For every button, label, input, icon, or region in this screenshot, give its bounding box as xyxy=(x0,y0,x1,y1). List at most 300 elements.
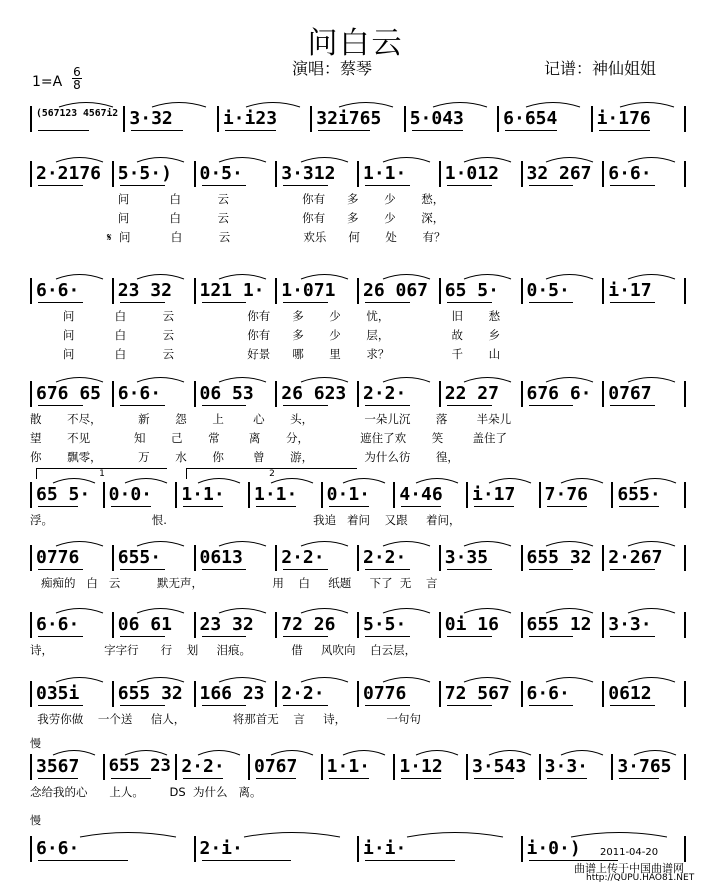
slur-path xyxy=(301,275,348,280)
slur-mark xyxy=(55,673,104,683)
barline xyxy=(30,278,32,304)
first-ending: 1 xyxy=(36,468,167,479)
measure: i·17 xyxy=(472,484,516,505)
slur-path xyxy=(53,751,95,756)
slur-mark xyxy=(545,673,594,683)
footer-url: http://QUPU.HAO81.NET xyxy=(586,873,695,883)
measure: 2·i· xyxy=(199,838,243,859)
slur-path xyxy=(546,678,593,683)
measure: 6·6· xyxy=(117,383,162,404)
barline xyxy=(112,381,114,407)
slur-mark xyxy=(415,474,459,484)
lyric-line: 浮。 恨. 我追 着问 又跟 着问， xyxy=(30,513,461,527)
slur-path xyxy=(571,833,667,838)
slur-path xyxy=(301,678,348,683)
beam-line xyxy=(547,506,587,507)
measure: i·i· xyxy=(363,838,407,859)
beam-line xyxy=(365,636,410,637)
lyric-line: 问 白 云 你有 多 少 深， xyxy=(30,211,445,225)
lyric-line: 散 不尽， 新 怨 上 心 头， 一朵儿沉 落 半朵儿 xyxy=(30,412,512,426)
beam-line xyxy=(120,185,165,186)
measure: 655 12 xyxy=(526,614,592,635)
slur-mark xyxy=(342,746,386,756)
measure: 26 623 xyxy=(281,383,347,404)
second-ending: 2 xyxy=(186,468,357,479)
measure: 655 32 xyxy=(117,683,183,704)
lyric-line: 问 白 云 你有 多 少 层， 故 乡 xyxy=(30,328,501,342)
measure: 0613 xyxy=(199,547,243,568)
barline xyxy=(310,106,312,132)
measure: 5·043 xyxy=(409,108,464,129)
beam-line xyxy=(412,130,463,131)
barline xyxy=(404,106,406,132)
slur-path xyxy=(416,479,458,484)
slur-mark xyxy=(55,537,104,547)
barline xyxy=(466,482,468,508)
measure: 0·5· xyxy=(526,280,570,301)
measure: 1·012 xyxy=(444,163,499,184)
barline xyxy=(194,278,196,304)
slur-path xyxy=(628,609,675,614)
footer-date: 2011-04-20 xyxy=(600,847,659,858)
beam-line xyxy=(202,185,247,186)
barline xyxy=(684,545,686,571)
barline xyxy=(611,754,613,780)
staff-row xyxy=(0,280,711,361)
slur-path xyxy=(383,609,430,614)
barline xyxy=(30,681,32,707)
barline xyxy=(217,106,219,132)
beam-line xyxy=(38,506,78,507)
beam-line xyxy=(111,506,151,507)
measure: 65 5· xyxy=(36,484,91,505)
measure: 1·1· xyxy=(363,163,407,184)
slur-path xyxy=(383,378,430,383)
measure: 0612 xyxy=(608,683,652,704)
slur-path xyxy=(53,479,95,484)
slur-mark xyxy=(545,270,594,280)
measure: 32 267 xyxy=(526,163,592,184)
measure: 6·6· xyxy=(526,683,570,704)
measure: 3·765 xyxy=(617,756,672,777)
slur-path xyxy=(343,479,385,484)
slur-path xyxy=(198,751,240,756)
beam-line xyxy=(610,705,655,706)
barline xyxy=(521,612,523,638)
beam-line xyxy=(474,778,514,779)
slur-mark xyxy=(218,604,267,614)
slur-mark xyxy=(55,153,104,163)
barline xyxy=(30,381,32,407)
slur-mark xyxy=(79,828,177,838)
beam-line xyxy=(38,860,128,861)
slur-mark xyxy=(382,373,431,383)
barline xyxy=(248,482,250,508)
measure: 676 65 xyxy=(36,383,102,404)
beam-line xyxy=(38,185,83,186)
barline xyxy=(439,681,441,707)
barline xyxy=(30,161,32,187)
slur-mark xyxy=(382,673,431,683)
slur-path xyxy=(464,378,511,383)
beam-line xyxy=(447,302,492,303)
barline xyxy=(175,482,177,508)
measure: 0776 xyxy=(363,683,407,704)
time-numerator: 6 xyxy=(73,65,81,79)
beam-line xyxy=(283,302,328,303)
slur-mark xyxy=(627,153,676,163)
slur-path xyxy=(59,103,113,108)
barline xyxy=(684,106,686,132)
barline xyxy=(393,754,395,780)
barline xyxy=(521,278,523,304)
barline xyxy=(611,482,613,508)
slur-mark xyxy=(218,153,267,163)
barline xyxy=(439,612,441,638)
beam-line xyxy=(365,302,410,303)
barline xyxy=(275,161,277,187)
measure: 0·5· xyxy=(199,163,243,184)
barline xyxy=(30,612,32,638)
measure: 655· xyxy=(117,547,162,568)
slur-mark xyxy=(570,828,668,838)
barline xyxy=(439,381,441,407)
measure: 676 6· xyxy=(526,383,592,404)
slur-path xyxy=(56,158,103,163)
barline xyxy=(112,545,114,571)
slur-path xyxy=(464,275,511,280)
slur-mark xyxy=(243,828,341,838)
beam-line xyxy=(120,569,165,570)
measure: 0776 xyxy=(36,547,80,568)
measure: 23 32 xyxy=(199,614,254,635)
slur-mark xyxy=(382,270,431,280)
measure: 65 5· xyxy=(444,280,499,301)
barline xyxy=(591,106,593,132)
beam-line xyxy=(256,778,296,779)
slur-mark xyxy=(270,746,314,756)
slur-path xyxy=(620,103,674,108)
slur-mark xyxy=(627,604,676,614)
beam-line xyxy=(619,778,659,779)
beam-line xyxy=(283,636,328,637)
beam-line xyxy=(283,185,328,186)
slur-mark xyxy=(58,98,114,108)
barline xyxy=(194,836,196,862)
measure: 0767 xyxy=(608,383,652,404)
slur-path xyxy=(219,378,266,383)
slur-path xyxy=(464,542,511,547)
barline xyxy=(30,754,32,780)
measure: 06 61 xyxy=(117,614,172,635)
barline xyxy=(602,278,604,304)
beam-line xyxy=(529,569,574,570)
measure: 1·071 xyxy=(281,280,336,301)
slur-mark xyxy=(545,373,594,383)
barline xyxy=(103,754,105,780)
slur-path xyxy=(219,609,266,614)
slur-mark xyxy=(338,98,394,108)
beam-line xyxy=(447,569,492,570)
barline xyxy=(684,681,686,707)
slur-mark xyxy=(560,746,604,756)
beam-line xyxy=(365,569,410,570)
measure: 4·46 xyxy=(399,484,443,505)
staff-row xyxy=(0,683,711,726)
slur-mark xyxy=(55,373,104,383)
beam-line xyxy=(256,506,296,507)
beam-line xyxy=(547,778,587,779)
singer-credit: 演唱：蔡琴 xyxy=(292,59,373,78)
barline xyxy=(497,106,499,132)
slur-path xyxy=(628,678,675,683)
barline xyxy=(521,836,523,862)
beam-line xyxy=(447,405,492,406)
slur-mark xyxy=(560,474,604,484)
measure: 72 26 xyxy=(281,614,336,635)
barline xyxy=(123,106,125,132)
slur-path xyxy=(464,678,511,683)
slur-path xyxy=(137,378,184,383)
slur-mark xyxy=(406,828,504,838)
slur-path xyxy=(546,378,593,383)
measure: 3·543 xyxy=(472,756,527,777)
barline xyxy=(194,612,196,638)
measure: 5·5·) xyxy=(117,163,172,184)
slur-path xyxy=(246,103,300,108)
slur-path xyxy=(219,275,266,280)
measure: 1·1· xyxy=(181,484,225,505)
beam-line xyxy=(111,778,151,779)
beam-line xyxy=(38,130,89,131)
barline xyxy=(30,482,32,508)
beam-line xyxy=(599,130,650,131)
staff-row xyxy=(0,547,711,590)
beam-line xyxy=(120,302,165,303)
beam-line xyxy=(529,185,574,186)
measure: 0·0· xyxy=(108,484,153,505)
measure: 0i 16 xyxy=(444,614,499,635)
slur-path xyxy=(561,751,603,756)
slur-path xyxy=(137,275,184,280)
beam-line xyxy=(38,405,83,406)
beam-line xyxy=(38,569,83,570)
measure: 6·654 xyxy=(503,108,558,129)
slur-path xyxy=(628,378,675,383)
slur-path xyxy=(125,751,167,756)
slur-mark xyxy=(136,153,185,163)
barline xyxy=(103,482,105,508)
barline xyxy=(602,545,604,571)
barline xyxy=(357,381,359,407)
slur-path xyxy=(301,158,348,163)
beam-line xyxy=(365,705,410,706)
measure: 166 23 xyxy=(199,683,265,704)
slur-mark xyxy=(300,153,349,163)
measure: 3·312 xyxy=(281,163,336,184)
measure: 2·2176 xyxy=(36,163,102,184)
slur-path xyxy=(383,275,430,280)
song-title: 问白云 xyxy=(307,26,404,61)
slur-mark xyxy=(218,673,267,683)
slur-mark xyxy=(463,673,512,683)
barline xyxy=(521,161,523,187)
beam-line xyxy=(202,705,247,706)
barline xyxy=(248,754,250,780)
barline xyxy=(684,754,686,780)
slur-path xyxy=(56,678,103,683)
barline xyxy=(357,278,359,304)
beam-line xyxy=(529,636,574,637)
slur-path xyxy=(383,542,430,547)
barline xyxy=(684,612,686,638)
barline xyxy=(275,612,277,638)
beam-line xyxy=(202,636,247,637)
measure: 2·267 xyxy=(608,547,663,568)
beam-line xyxy=(447,185,492,186)
slur-mark xyxy=(55,270,104,280)
barline xyxy=(275,545,277,571)
slur-path xyxy=(137,609,184,614)
lyric-line: 问 白 云 你有 多 少 愁， xyxy=(30,192,445,206)
slur-path xyxy=(526,103,580,108)
beam-line xyxy=(610,302,655,303)
slur-path xyxy=(137,678,184,683)
beam-line xyxy=(120,636,165,637)
slur-path xyxy=(244,833,340,838)
slur-path xyxy=(301,542,348,547)
slur-path xyxy=(546,542,593,547)
beam-line xyxy=(202,569,247,570)
lyric-line: 念给我的心 上人。 DS 为什么 离。 xyxy=(30,785,262,799)
beam-line xyxy=(120,705,165,706)
slur-mark xyxy=(463,373,512,383)
staff-row xyxy=(0,163,711,244)
staff-row xyxy=(0,484,711,527)
measure: 2·2· xyxy=(281,683,325,704)
slur-path xyxy=(301,609,348,614)
slur-mark xyxy=(432,98,488,108)
slur-path xyxy=(271,751,313,756)
measure: 72 567 xyxy=(444,683,510,704)
time-denominator: 8 xyxy=(73,78,81,92)
tempo-mark: 慢 xyxy=(30,814,41,827)
slur-path xyxy=(634,751,676,756)
barline xyxy=(357,545,359,571)
beam-line xyxy=(202,302,247,303)
barline xyxy=(602,161,604,187)
measure: 035i xyxy=(36,683,80,704)
slur-mark xyxy=(627,537,676,547)
barline xyxy=(194,681,196,707)
slur-mark xyxy=(136,604,185,614)
slur-path xyxy=(343,751,385,756)
beam-line xyxy=(283,569,328,570)
slur-path xyxy=(433,103,487,108)
measure: 32i765 xyxy=(316,108,382,129)
key-signature: 1=A xyxy=(32,74,63,90)
slur-mark xyxy=(245,98,301,108)
slur-mark xyxy=(300,673,349,683)
beam-line xyxy=(202,405,247,406)
barline xyxy=(539,482,541,508)
beam-line xyxy=(610,569,655,570)
beam-line xyxy=(529,302,574,303)
measure: 6·6· xyxy=(36,280,80,301)
footer-site: 曲谱上传于中国曲谱网 xyxy=(574,862,684,875)
slur-mark xyxy=(633,746,677,756)
slur-mark xyxy=(382,153,431,163)
beam-line xyxy=(131,130,182,131)
slur-path xyxy=(489,479,531,484)
measure: 7·76 xyxy=(544,484,589,505)
barline xyxy=(321,754,323,780)
measure: 1·1· xyxy=(254,484,298,505)
staff-row xyxy=(0,756,711,799)
measure: 0767 xyxy=(254,756,298,777)
barline xyxy=(602,681,604,707)
slur-path xyxy=(152,103,206,108)
barline xyxy=(684,381,686,407)
slur-mark xyxy=(300,270,349,280)
slur-mark xyxy=(488,746,532,756)
barline xyxy=(539,754,541,780)
measure: 2·2· xyxy=(363,383,407,404)
slur-path xyxy=(628,158,675,163)
beam-line xyxy=(610,636,655,637)
barline xyxy=(275,278,277,304)
slur-path xyxy=(301,378,348,383)
slur-mark xyxy=(218,373,267,383)
slur-mark xyxy=(488,474,532,484)
beam-line xyxy=(202,860,292,861)
measure: 2·2· xyxy=(181,756,225,777)
beam-line xyxy=(120,405,165,406)
slur-mark xyxy=(463,153,512,163)
slur-mark xyxy=(619,98,675,108)
measure: 3·3· xyxy=(608,614,652,635)
beam-line xyxy=(365,185,410,186)
slur-path xyxy=(56,542,103,547)
staff-row xyxy=(0,383,711,464)
measure: 3·3· xyxy=(544,756,589,777)
beam-line xyxy=(38,778,78,779)
barline xyxy=(439,161,441,187)
barline xyxy=(112,612,114,638)
lyric-line: 你 飘零， 万 水 你 曾 游， 为什么彷 徨， xyxy=(30,450,459,464)
beam-line xyxy=(225,130,276,131)
measure: 26 067 xyxy=(363,280,429,301)
barline xyxy=(521,681,523,707)
slur-mark xyxy=(627,373,676,383)
transcriber-credit: 记谱：神仙姐姐 xyxy=(544,59,657,78)
barline xyxy=(30,106,32,132)
slur-mark xyxy=(545,153,594,163)
barline xyxy=(175,754,177,780)
beam-line xyxy=(505,130,556,131)
barline xyxy=(194,545,196,571)
barline xyxy=(439,545,441,571)
slur-mark xyxy=(545,604,594,614)
measure: i·0·) xyxy=(526,838,581,859)
barline xyxy=(684,278,686,304)
measure: 1·1· xyxy=(326,756,371,777)
barline xyxy=(602,381,604,407)
slur-path xyxy=(546,275,593,280)
barline xyxy=(439,278,441,304)
lyric-line: 𝄋 问 白 云 欢乐 何 处 有？ xyxy=(30,230,446,244)
slur-path xyxy=(383,678,430,683)
